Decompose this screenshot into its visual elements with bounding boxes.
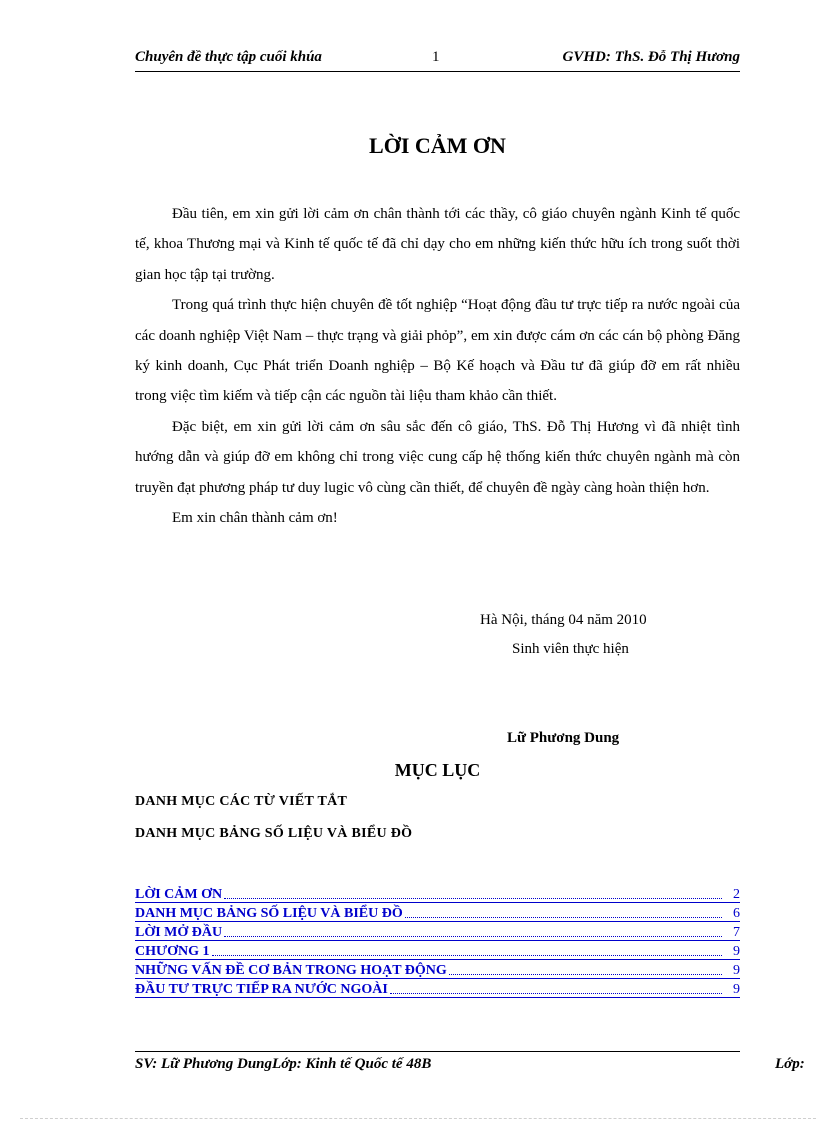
toc-link-label: LỜI CẢM ƠN (135, 887, 223, 902)
toc-link-label: LỜI MỞ ĐẦU (135, 925, 223, 940)
toc-leader (212, 954, 722, 956)
page-number: 1 (432, 49, 440, 65)
paragraph: Đặc biệt, em xin gửi lời cảm ơn sâu sắc đến cô giáo, ThS. Đỗ Thị Hương vì đã nhiệt tình hướng dẫn và giúp đỡ em không chỉ trong việc cung cấp hệ thống kiến thức chuyên ngành mà còn truyền đạt phương pháp tư duy lugic vô cùng cần thiết, để chuyên đề ngày càng hoàn thiện hơn. (135, 418, 740, 496)
signature-block (135, 606, 740, 664)
toc-link-label: CHƯƠNG 1 (135, 944, 210, 959)
toc-link-page: 9 (733, 963, 740, 978)
toc-title: MỤC LỤC (394, 760, 481, 780)
header-left: Chuyên đề thực tập cuối khúa (135, 49, 322, 65)
toc-link[interactable] (135, 960, 740, 979)
toc-leader (224, 897, 722, 899)
paragraph: Trong quá trình thực hiện chuyên đề tốt nghiệp “Hoạt động đầu tư trực tiếp ra nước ngoài của các doanh nghiệp Việt Nam – thực trạng và giải phỏp”, em xin được cám ơn các cán bộ phòng Đăng ký kinh doanh, Cục Phát triển Doanh nghiệp – Bộ Kế hoạch và Đầu tư đã giúp đỡ em rất nhiều trong việc tìm kiếm và tiếp cận các nguồn tài liệu tham khảo cần thiết. (135, 297, 740, 405)
toc-link-page: 6 (733, 906, 740, 921)
place-date: Hà Nội, tháng 04 năm 2010 (480, 612, 647, 628)
acknowledgement-body (135, 199, 740, 533)
toc-link[interactable] (135, 979, 740, 998)
header-right: GVHD: ThS. Đỗ Thị Hương (562, 49, 740, 65)
page-break-divider (20, 1118, 816, 1119)
toc-link[interactable] (135, 903, 740, 922)
table-of-contents (135, 884, 740, 998)
toc-link-page: 2 (733, 887, 740, 902)
signer-name: Lữ Phương Dung (507, 730, 620, 746)
footer-left: SV: Lữ Phương DungLớp: Kinh tế Quốc tế 48B (135, 1056, 432, 1072)
paragraph: Đầu tiên, em xin gửi lời cảm ơn chân thành tới các thầy, cô giáo chuyên ngành Kinh tế quốc tế, khoa Thương mại và Kinh tế quốc tế đã chỉ dạy cho em những kiến thức hữu ích trong suốt thời gian học tập tại trường. (135, 206, 740, 283)
toc-link-page: 9 (733, 982, 740, 997)
toc-link-label: NHỮNG VẤN ĐỀ CƠ BẢN TRONG HOẠT ĐỘNG (135, 963, 447, 978)
toc-subheading-abbreviations: DANH MỤC CÁC TỪ VIẾT TẮT (135, 794, 348, 809)
toc-link-page: 7 (733, 925, 740, 940)
toc-link-label: DANH MỤC BẢNG SỐ LIỆU VÀ BIỂU ĐỒ (135, 906, 403, 921)
toc-leader (405, 916, 722, 918)
toc-link[interactable] (135, 884, 740, 903)
page-title: LỜI CẢM ƠN (369, 133, 506, 158)
toc-subheading-tables: DANH MỤC BẢNG SỐ LIỆU VÀ BIỂU ĐỒ (135, 826, 413, 841)
paragraph: Em xin chân thành cảm ơn! (172, 510, 338, 527)
toc-link[interactable] (135, 922, 740, 941)
toc-leader (224, 935, 722, 937)
signer-role: Sinh viên thực hiện (512, 641, 629, 657)
toc-leader (449, 973, 722, 975)
footer-right: Lớp: (775, 1056, 805, 1072)
toc-link[interactable] (135, 941, 740, 960)
page-header (135, 47, 740, 72)
page-footer (135, 1056, 816, 1073)
footer-divider (135, 1051, 740, 1052)
toc-leader (390, 992, 722, 994)
toc-link-page: 9 (733, 944, 740, 959)
toc-link-label: ĐẦU TƯ TRỰC TIẾP RA NƯỚC NGOÀI (135, 982, 388, 997)
